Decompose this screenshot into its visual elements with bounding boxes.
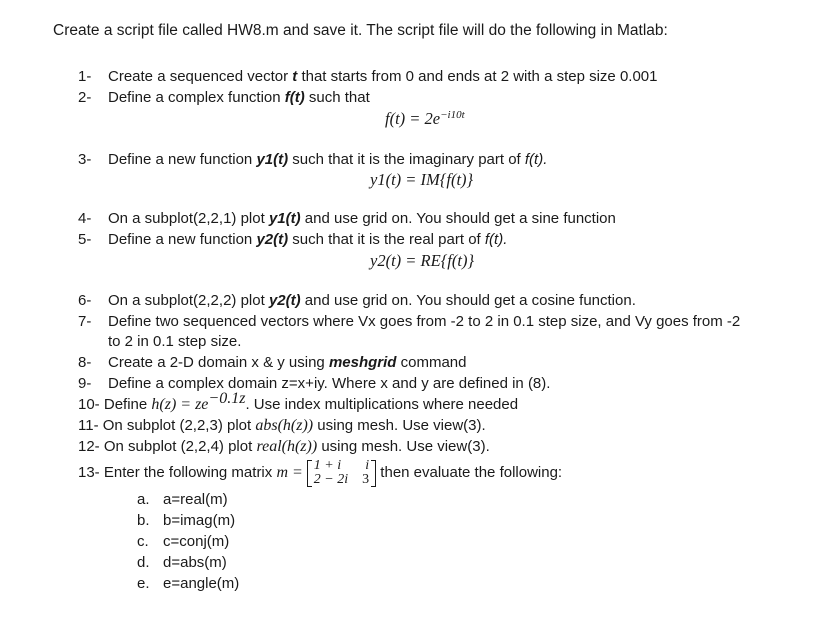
- subitem-e: e. e=angle(m): [137, 575, 240, 592]
- step-8: 8- Create a 2-D domain x & y using meshgrid command: [78, 354, 467, 371]
- subitem-c: c. c=conj(m): [137, 533, 230, 550]
- step-13: 13- Enter the following matrix m = 1 + i i 2 − 2i 3 then evaluate the following:: [78, 458, 563, 488]
- step-5: 5- Define a new function y2(t) such that it is the real part of f(t).: [78, 231, 508, 248]
- step-12: 12- On subplot (2,2,4) plot real(h(z)) using mesh. Use view(3).: [78, 438, 490, 455]
- subitem-b: b. b=imag(m): [137, 512, 236, 529]
- equation-f: $f(t) = 2e^{-i10t}$: [385, 109, 465, 128]
- equation-y1: y1(t) = IM{f(t)}: [370, 170, 474, 189]
- step-1: 1- Create a sequenced vector t that starts from 0 and ends at 2 with a step size 0.001: [78, 68, 658, 85]
- subitem-a: a. a=real(m): [137, 491, 228, 508]
- step-9: 9- Define a complex domain z=x+iy. Where x and y are defined in (8).: [78, 375, 551, 392]
- step-7: 7- Define two sequenced vectors where Vx goes from -2 to 2 in 0.1 step size, and Vy goes from -2: [78, 313, 741, 330]
- step-4: 4- On a subplot(2,2,1) plot y1(t) and use grid on. You should get a sine function: [78, 210, 616, 227]
- equation-y2: y2(t) = RE{f(t)}: [370, 251, 475, 270]
- subitem-d: d. d=abs(m): [137, 554, 227, 571]
- intro-text: Create a script file called HW8.m and save it. The script file will do the following in Matlab:: [53, 22, 668, 39]
- step-6: 6- On a subplot(2,2,2) plot y2(t) and use grid on. You should get a cosine function.: [78, 292, 636, 309]
- step-11: 11- On subplot (2,2,3) plot abs(h(z)) using mesh. Use view(3).: [78, 417, 486, 434]
- step-10: 10- Define $h(z) = ze^{-0.1z}$. Use index multiplications where needed: [78, 390, 519, 413]
- step-7-continuation: to 2 in 0.1 step size.: [108, 333, 242, 350]
- step-2: 2- Define a complex function f(t) such that: [78, 89, 370, 106]
- matrix-m: 1 + i i 2 − 2i 3: [307, 459, 376, 487]
- step-3: 3- Define a new function y1(t) such that it is the imaginary part of f(t).: [78, 151, 548, 168]
